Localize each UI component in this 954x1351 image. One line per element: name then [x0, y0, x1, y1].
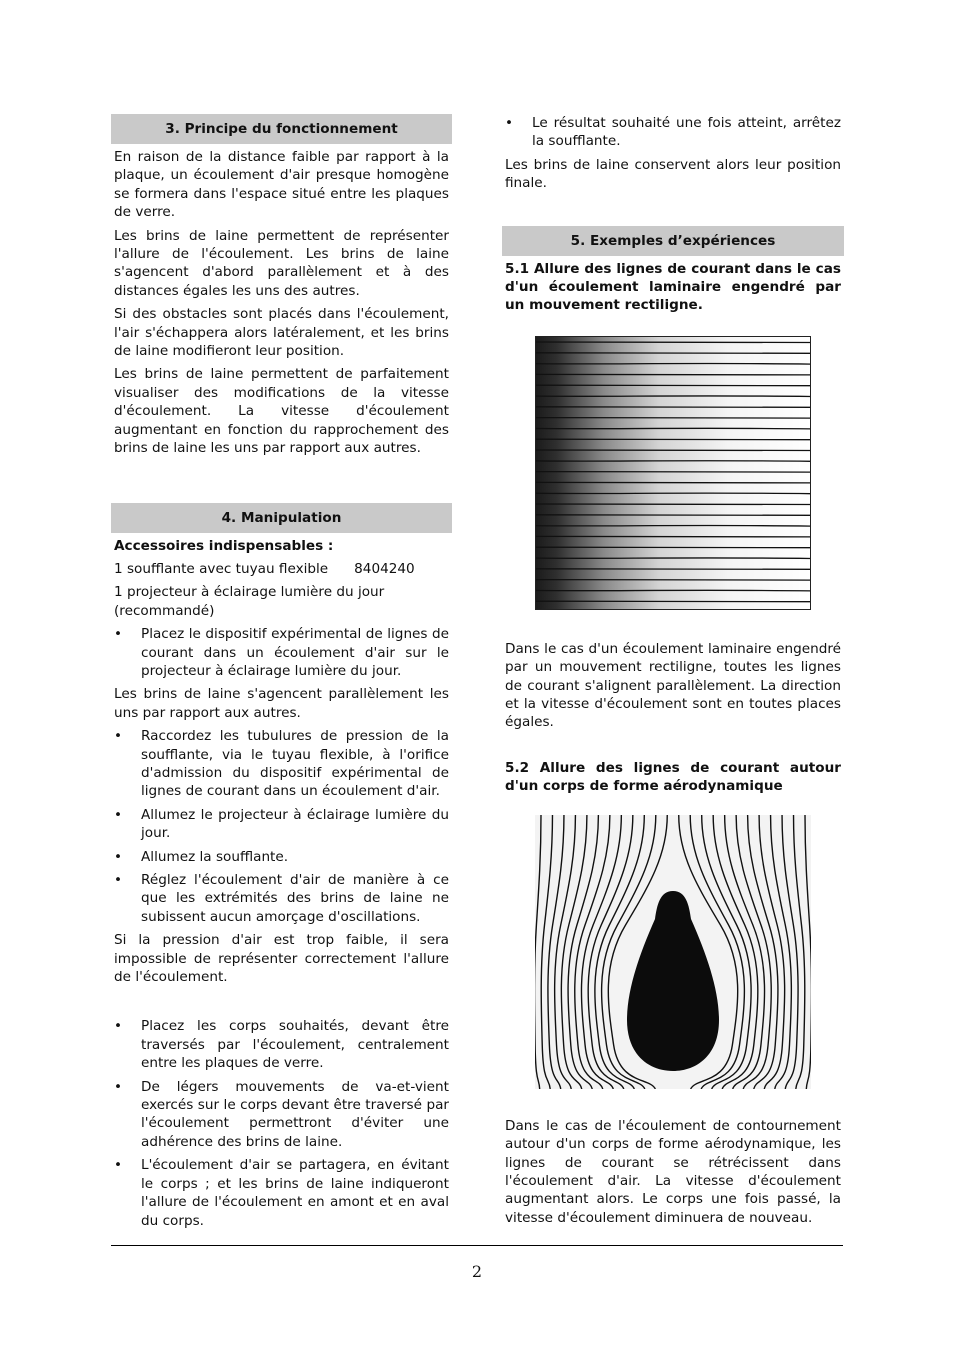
laminar-streamline [535, 525, 811, 526]
laminar-streamline [535, 590, 811, 591]
step-move-body: • De légers mouvements de va-et-vient exercés sur le corps devant être traversé par l'écoulement permettront d'éviter une adhérence des brins de laine. [111, 1078, 449, 1152]
steps-list-2 [111, 727, 452, 926]
accessory-1-code: 8404240 [354, 560, 415, 577]
laminar-streamline [535, 439, 811, 440]
laminar-streamline [535, 482, 811, 483]
laminar-streamline [535, 407, 811, 408]
footer-divider [111, 1245, 843, 1246]
laminar-streamline [535, 461, 811, 462]
step-switch-on-blower: • Allumez la soufflante. [111, 848, 449, 866]
section-5-2-title: 5.2 Allure des lignes de courant autour d'un corps de forme aérodynamique [505, 759, 841, 795]
right-column [502, 114, 844, 1232]
accessory-1 [114, 560, 449, 578]
step-flow-splits: • L'écoulement d'air se partagera, en évitant le corps ; et les brins de laine indiqueront l'allure de l'écoulement en amont et en aval du corps. [111, 1156, 449, 1230]
laminar-streamline [535, 579, 811, 580]
laminar-streamline [535, 353, 811, 354]
laminar-streamline [535, 558, 811, 559]
laminar-streamline [535, 493, 811, 494]
steps-list-4 [502, 114, 844, 151]
step-adjust-flow: • Réglez l'écoulement d'air de manière à ce que les extrémités des brins de laine ne subissent aucun amorçage d'oscillations. [111, 871, 449, 926]
laminar-streamline [535, 385, 811, 386]
laminar-streamline [535, 396, 811, 397]
laminar-streamline [535, 547, 811, 548]
steps-list-1 [111, 625, 452, 680]
section-5-1-text: Dans le cas d'un écoulement laminaire engendré par un mouvement rectiligne, toutes les lignes de courant s'alignent parallèlement. La direction et la vitesse d'écoulement sont en toutes places égales. [505, 640, 841, 731]
section-4-heading: 4. Manipulation [111, 503, 452, 533]
section-3-paragraph-4: Les brins de laine permettent de parfaitement visualiser des modifications de la vitesse d'écoulement. La vitesse d'écoulement augmentant en fonction du rapprochement des brins de laine les uns par rapport aux autres. [114, 366, 449, 457]
section-3-paragraph-3: Si des obstacles sont placés dans l'écoulement, l'air s'échappera alors latéralement, et les brins de laine modifieront leur position. [114, 306, 449, 360]
step-switch-on-projector: • Allumez le projecteur à éclairage lumière du jour. [111, 806, 449, 843]
section-5-1-title: 5.1 Allure des lignes de courant dans le cas d'un écoulement laminaire engendré par un mouvement rectiligne. [505, 260, 841, 314]
aerodynamic-body-figure [535, 815, 811, 1089]
section-5-2-text: Dans le cas de l'écoulement de contournement autour d'un corps de forme aérodynamique, les lignes de courant se rétrécissent dans l'écoulement d'air. La vitesse d'écoulement augmentant alors. Le corps une fois passé, la vitesse d'écoulement diminuera de nouveau. [505, 1117, 841, 1226]
step-place-device: • Placez le dispositif expérimental de lignes de courant dans un écoulement d'air sur le projecteur à éclairage lumière du jour. [111, 625, 449, 680]
accessory-2: 1 projecteur à éclairage lumière du jour (recommandé) [114, 584, 385, 619]
laminar-streamline [535, 504, 811, 505]
section-3-paragraph-1: En raison de la distance faible par rapport à la plaque, un écoulement d'air presque homogène se formera dans l'espace situé entre les plaques de verre. [114, 149, 449, 221]
section-5-heading: 5. Exemples d’expériences [502, 226, 844, 256]
laminar-streamline [535, 342, 811, 343]
laminar-flow-figure [535, 336, 811, 610]
laminar-streamline [535, 601, 811, 602]
step-stop-blower: • Le résultat souhaité une fois atteint, arrêtez la soufflante. [502, 114, 841, 151]
left-column [111, 114, 452, 1235]
step-connect-blower: • Raccordez les tubulures de pression de la soufflante, via le tuyau flexible, à l'orifice d'admission du dispositif expérimental de lignes de courant dans un écoulement d'air. [111, 727, 449, 801]
paragraph-final-position: Les brins de laine conservent alors leur position finale. [505, 156, 841, 192]
laminar-streamline [535, 471, 811, 472]
paragraph-pressure: Si la pression d'air est trop faible, il sera impossible de représenter correctement l'allure de l'écoulement. [114, 932, 449, 986]
paragraph-parallel: Les brins de laine s'agencent parallèlement les uns par rapport aux autres. [114, 686, 449, 721]
section-3-paragraph-2: Les brins de laine permettent de représenter l'allure de l'écoulement. Les brins de laine s'agencent d'abord parallèlement et à des distances égales les uns des autres. [114, 227, 449, 299]
steps-list-3 [111, 1017, 452, 1229]
accessories-title: Accessoires indispensables : [114, 537, 334, 554]
laminar-streamline [535, 428, 811, 429]
laminar-streamline [535, 569, 811, 570]
laminar-streamline [535, 363, 811, 364]
step-place-bodies: • Placez les corps souhaités, devant être traversés par l'écoulement, centralement entre les plaques de verre. [111, 1017, 449, 1072]
laminar-streamline [535, 374, 811, 375]
laminar-streamline [535, 450, 811, 451]
section-3-heading: 3. Principe du fonctionnement [111, 114, 452, 144]
accessory-1-name: 1 soufflante avec tuyau flexible [114, 560, 329, 577]
laminar-streamline [535, 536, 811, 537]
page-number: 2 [471, 1262, 483, 1281]
laminar-streamline [535, 417, 811, 418]
laminar-streamline [535, 515, 811, 516]
